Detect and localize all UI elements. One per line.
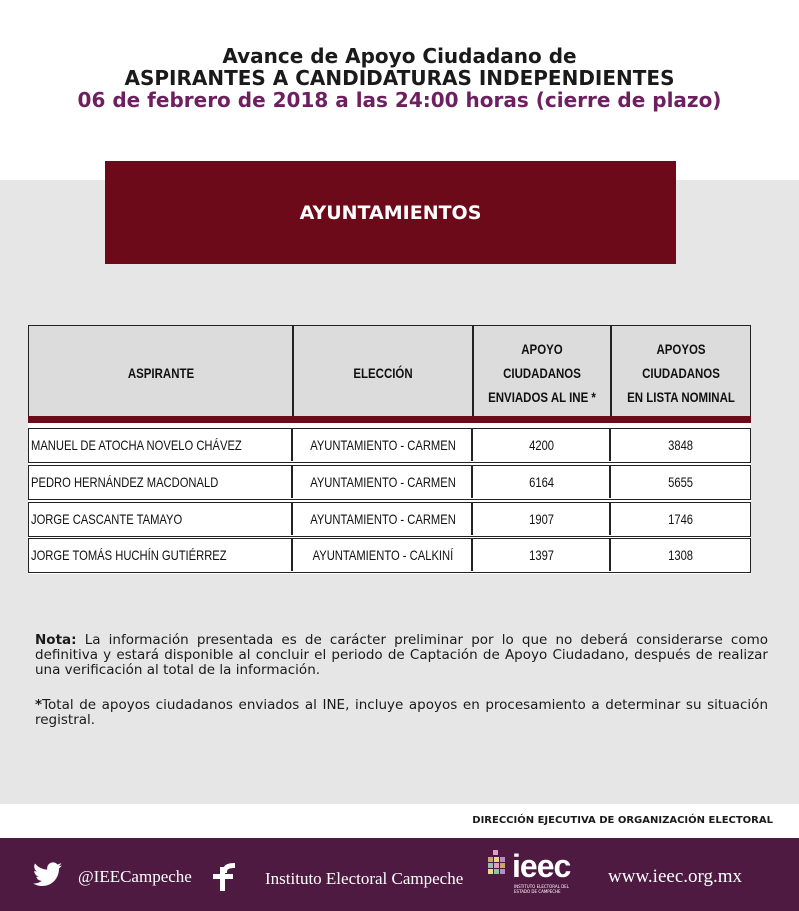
title-line-2: ASPIRANTES A CANDIDATURAS INDEPENDIENTES	[124, 66, 675, 90]
table-row	[28, 428, 751, 463]
header-divider	[472, 326, 474, 419]
header-nominal: APOYOS CIUDADANOS EN LISTA NOMINAL	[627, 340, 735, 405]
note-paragraph	[35, 633, 768, 678]
cell-nominal: 5655	[668, 474, 694, 490]
header-divider	[292, 326, 294, 419]
row-divider	[609, 503, 611, 535]
row-divider	[471, 429, 473, 461]
cell-nominal: 1308	[668, 547, 694, 563]
title-line-1: Avance de Apoyo Ciudadano de	[222, 44, 577, 68]
ieec-logo-text: ieec	[512, 848, 571, 884]
header-divider	[610, 326, 612, 419]
header-eleccion: ELECCIÓN	[353, 364, 413, 381]
title-date-line: 06 de febrero de 2018 a las 24:00 horas (cierre de plazo)	[77, 88, 722, 112]
cell-eleccion: AYUNTAMIENTO - CARMEN	[310, 511, 456, 527]
banner-label: AYUNTAMIENTOS	[299, 201, 482, 224]
header-accent-bar	[28, 416, 751, 423]
direction-label: DIRECCIÓN EJECUTIVA DE ORGANIZACIÓN ELECTORAL	[472, 815, 773, 826]
row-divider	[471, 539, 473, 571]
row-divider	[471, 503, 473, 535]
row-divider	[609, 429, 611, 461]
footnote-paragraph	[35, 698, 768, 728]
table-header	[28, 325, 751, 418]
cell-aspirante: JORGE CASCANTE TAMAYO	[31, 511, 183, 527]
row-divider	[609, 539, 611, 571]
twitter-handle[interactable]: @IEECampeche	[78, 867, 192, 886]
row-divider	[291, 539, 293, 571]
twitter-bird-icon[interactable]	[33, 862, 62, 887]
cell-enviados: 1397	[529, 547, 555, 563]
header-enviados: APOYO CIUDADANOS ENVIADOS AL INE *	[488, 340, 596, 405]
website-link[interactable]: www.ieec.org.mx	[608, 866, 743, 887]
row-divider	[291, 429, 293, 461]
cell-enviados: 1907	[529, 511, 555, 527]
cell-nominal: 1746	[668, 511, 694, 527]
cell-nominal: 3848	[668, 437, 694, 453]
cell-aspirante: JORGE TOMÁS HUCHÍN GUTIÉRREZ	[31, 547, 227, 563]
table-row	[28, 502, 751, 537]
cell-enviados: 4200	[529, 437, 555, 453]
facebook-f-icon[interactable]	[213, 863, 239, 891]
facebook-name[interactable]: Instituto Electoral Campeche	[265, 869, 464, 888]
row-divider	[291, 503, 293, 535]
footnote-text: Total de apoyos ciudadanos enviados al INE, incluye apoyos en procesamiento a determinar su situación registral.	[35, 697, 768, 728]
ieec-logo-subtitle: INSTITUTO ELECTORAL DEL ESTADO DE CAMPECHE	[514, 884, 569, 894]
cell-eleccion: AYUNTAMIENTO - CARMEN	[310, 474, 456, 490]
row-divider	[291, 466, 293, 498]
cell-eleccion: AYUNTAMIENTO - CALKINÍ	[312, 547, 454, 563]
section-banner	[105, 161, 676, 264]
row-divider	[609, 466, 611, 498]
footnote-asterisk: *	[35, 697, 43, 713]
header-aspirante: ASPIRANTE	[127, 364, 195, 381]
cell-enviados: 6164	[529, 474, 555, 490]
ieec-logo-mosaic-icon	[486, 850, 508, 880]
note-label: Nota:	[35, 632, 77, 648]
results-table	[28, 325, 751, 574]
table-row	[28, 538, 751, 573]
page-header	[0, 0, 799, 180]
note-text: La información presentada es de carácter preliminar por lo que no deberá considerarse como definitiva y estará disponible al concluir el periodo de Captación de Apoyo Ciudadano, después de realizar una verificación al total de la información.	[35, 632, 768, 678]
cell-aspirante: MANUEL DE ATOCHA NOVELO CHÁVEZ	[31, 437, 242, 453]
table-row	[28, 465, 751, 500]
footer-bar	[0, 838, 799, 911]
cell-aspirante: PEDRO HERNÁNDEZ MACDONALD	[31, 474, 219, 490]
cell-eleccion: AYUNTAMIENTO - CARMEN	[310, 437, 456, 453]
row-divider	[471, 466, 473, 498]
